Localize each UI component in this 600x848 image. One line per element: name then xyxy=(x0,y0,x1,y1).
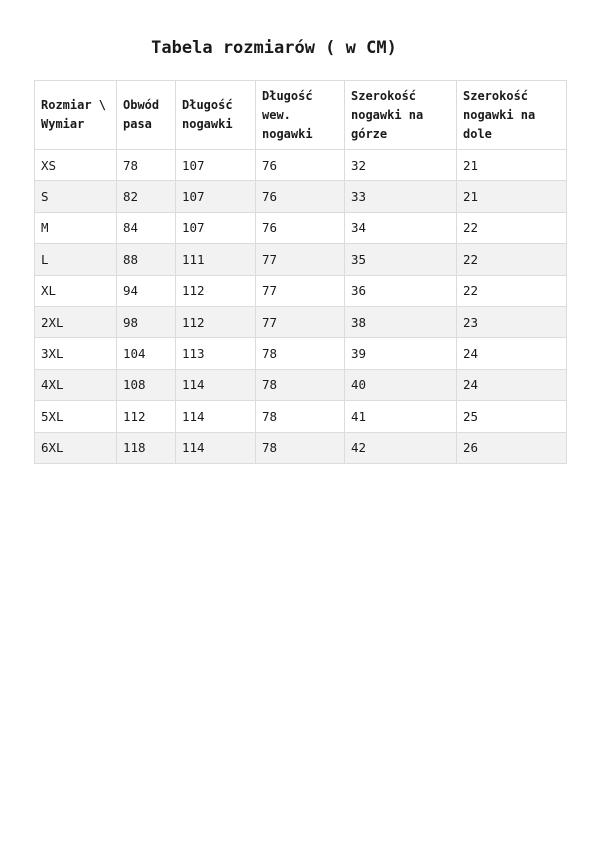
cell-size: M xyxy=(35,212,117,243)
cell-leg-length: 107 xyxy=(176,181,256,212)
table-row xyxy=(35,432,567,463)
cell-size: 3XL xyxy=(35,338,117,369)
cell-leg-width-top: 38 xyxy=(345,306,457,337)
cell-leg-width-bottom: 24 xyxy=(457,369,567,400)
cell-size: XS xyxy=(35,150,117,181)
page-title: Tabela rozmiarów ( w CM) xyxy=(151,38,397,58)
cell-leg-width-top: 36 xyxy=(345,275,457,306)
cell-inner-leg-length: 78 xyxy=(256,432,345,463)
cell-waist: 108 xyxy=(117,369,176,400)
cell-waist: 84 xyxy=(117,212,176,243)
cell-leg-width-top: 32 xyxy=(345,150,457,181)
cell-waist: 94 xyxy=(117,275,176,306)
cell-leg-width-bottom: 24 xyxy=(457,338,567,369)
cell-waist: 82 xyxy=(117,181,176,212)
cell-leg-width-top: 35 xyxy=(345,244,457,275)
cell-leg-width-bottom: 23 xyxy=(457,306,567,337)
table-row xyxy=(35,369,567,400)
cell-inner-leg-length: 76 xyxy=(256,181,345,212)
cell-inner-leg-length: 76 xyxy=(256,150,345,181)
cell-leg-width-bottom: 25 xyxy=(457,401,567,432)
cell-inner-leg-length: 78 xyxy=(256,401,345,432)
header-leg-length: Długość nogawki xyxy=(176,81,256,150)
cell-size: 5XL xyxy=(35,401,117,432)
cell-waist: 104 xyxy=(117,338,176,369)
cell-leg-width-top: 40 xyxy=(345,369,457,400)
header-size-dimension: Rozmiar \ Wymiar xyxy=(35,81,117,150)
table-body xyxy=(35,150,567,464)
cell-leg-length: 107 xyxy=(176,212,256,243)
cell-size: XL xyxy=(35,275,117,306)
size-table xyxy=(34,80,567,464)
cell-leg-width-bottom: 22 xyxy=(457,212,567,243)
cell-waist: 88 xyxy=(117,244,176,275)
table-row xyxy=(35,306,567,337)
table-row xyxy=(35,338,567,369)
table-row xyxy=(35,181,567,212)
cell-waist: 118 xyxy=(117,432,176,463)
cell-leg-width-bottom: 22 xyxy=(457,275,567,306)
table-row xyxy=(35,150,567,181)
cell-leg-width-top: 42 xyxy=(345,432,457,463)
header-leg-width-top: Szerokość nogawki na górze xyxy=(345,81,457,150)
header-inner-leg-length: Długość wew. nogawki xyxy=(256,81,345,150)
cell-waist: 112 xyxy=(117,401,176,432)
cell-waist: 78 xyxy=(117,150,176,181)
cell-leg-width-top: 41 xyxy=(345,401,457,432)
table-row xyxy=(35,401,567,432)
cell-leg-length: 112 xyxy=(176,306,256,337)
cell-leg-width-bottom: 22 xyxy=(457,244,567,275)
cell-inner-leg-length: 78 xyxy=(256,338,345,369)
cell-leg-width-bottom: 26 xyxy=(457,432,567,463)
cell-size: 2XL xyxy=(35,306,117,337)
cell-inner-leg-length: 78 xyxy=(256,369,345,400)
cell-waist: 98 xyxy=(117,306,176,337)
table-row xyxy=(35,212,567,243)
cell-leg-width-top: 33 xyxy=(345,181,457,212)
table-row xyxy=(35,244,567,275)
cell-leg-length: 114 xyxy=(176,401,256,432)
cell-inner-leg-length: 77 xyxy=(256,306,345,337)
cell-leg-length: 114 xyxy=(176,369,256,400)
cell-inner-leg-length: 77 xyxy=(256,275,345,306)
cell-leg-length: 113 xyxy=(176,338,256,369)
header-leg-width-bottom: Szerokość nogawki na dole xyxy=(457,81,567,150)
cell-leg-width-top: 39 xyxy=(345,338,457,369)
header-waist: Obwód pasa xyxy=(117,81,176,150)
cell-size: L xyxy=(35,244,117,275)
cell-leg-width-bottom: 21 xyxy=(457,150,567,181)
cell-leg-width-bottom: 21 xyxy=(457,181,567,212)
cell-size: 4XL xyxy=(35,369,117,400)
header-row xyxy=(35,81,567,150)
cell-inner-leg-length: 76 xyxy=(256,212,345,243)
cell-size: S xyxy=(35,181,117,212)
cell-leg-length: 112 xyxy=(176,275,256,306)
cell-inner-leg-length: 77 xyxy=(256,244,345,275)
cell-leg-length: 107 xyxy=(176,150,256,181)
table-header xyxy=(35,81,567,150)
cell-leg-length: 111 xyxy=(176,244,256,275)
table-row xyxy=(35,275,567,306)
cell-leg-length: 114 xyxy=(176,432,256,463)
cell-leg-width-top: 34 xyxy=(345,212,457,243)
cell-size: 6XL xyxy=(35,432,117,463)
